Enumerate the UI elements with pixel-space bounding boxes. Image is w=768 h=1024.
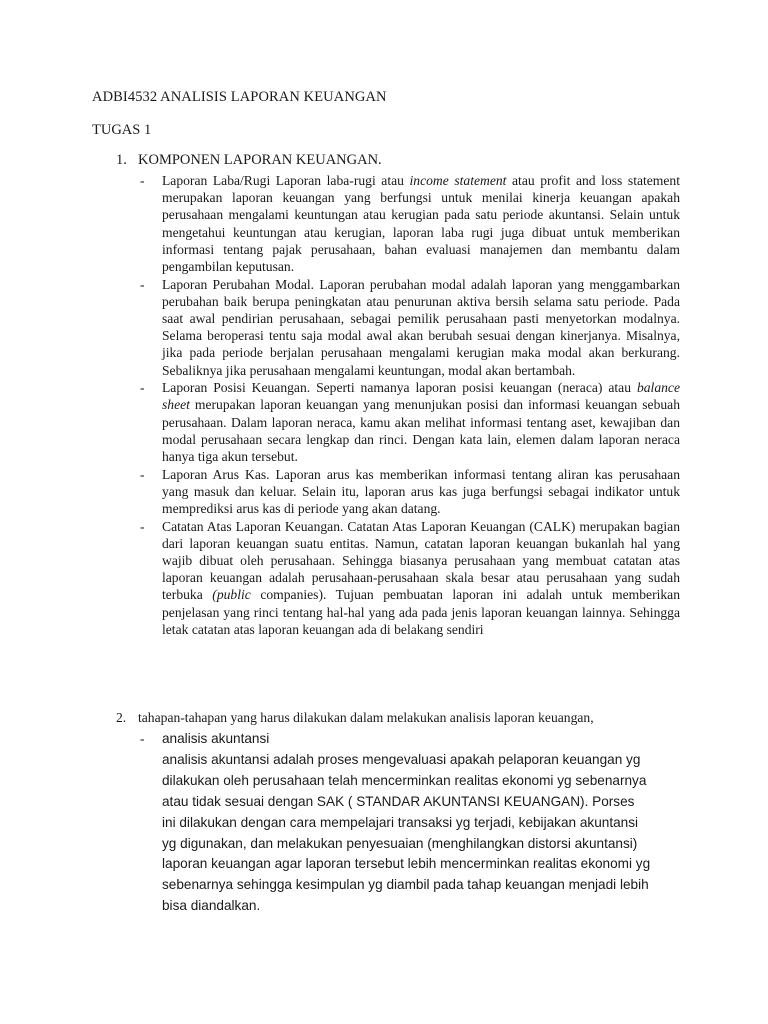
- paragraph-line: atau tidak sesuai dengan SAK ( STANDAR AKUNTANSI KEUANGAN). Porses: [162, 793, 635, 809]
- item-emphasis: income statement: [409, 173, 507, 188]
- list-item-posisi-keuangan: [140, 379, 680, 465]
- section-1-list: [140, 172, 680, 638]
- paragraph-line: sebenarnya sehingga kesimpulan yg diambil pada tahap keuangan menjadi lebih: [162, 877, 649, 893]
- list-item-calk: [140, 518, 680, 638]
- bullet-dash: -: [140, 518, 145, 534]
- item-text-cont: atau profit and loss statement merupakan laporan keuangan yang berfungsi untuk menilai kinerja keuangan apakah perusahaan mengalami keuntungan atau kerugian pada satu periode akuntansi. Selain untuk mengetahui keuntungan atau kerugian, laporan laba rugi juga dibuat untuk memberikan informasi tentang pajak perusahaan, bahan evaluasi manajemen dan membantu dalam pengambilan keputusan.: [162, 173, 680, 275]
- paragraph-line: ini dilakukan dengan cara mempelajari transaksi yg terjadi, kebijakan akuntansi: [162, 814, 639, 830]
- list-item-perubahan-modal: [140, 276, 680, 379]
- item-emphasis: (public: [212, 587, 251, 603]
- item-text: Laporan Perubahan Modal. Laporan perubahan modal adalah laporan yang menggambarkan perubahan baik berupa peningkatan atau penurunan aktiva bersih selama satu periode. Pada saat awal pendirian perusahaan, sebagai pemilik perusahaan pasti menyetorkan modalnya. Selama beroperasi tentu saja modal awal akan berubah sesuai dengan kinerjanya. Misalnya, jika pada periode berjalan perusahaan mengalami kerugian maka modal akan berkurang. Sebaliknya jika perusahaan mengalami keuntungan, modal akan bertambah.: [162, 276, 680, 378]
- item-text: Laporan Laba/Rugi Laporan laba-rugi atau: [162, 173, 410, 188]
- paragraph-line: analisis akuntansi adalah proses mengevaluasi apakah pelaporan keuangan yg: [162, 751, 641, 767]
- section-2-sublist: [140, 729, 660, 917]
- item-text: Catatan Atas Laporan Keuangan. Catatan Atas Laporan Keuangan (CALK) merupakan bagian dari laporan keuangan suatu entitas. Namun, catatan laporan keuangan bukanlah hal yang wajib dibuat oleh perusahaan. Sehingga biasanya perusahaan yang membuat catatan atas laporan keuangan adalah perusahaan-perusahaan skala besar atau perusahaan yang sudah terbuka: [162, 518, 680, 603]
- section-1-title: KOMPONEN LAPORAN KEUANGAN.: [138, 152, 382, 168]
- document-title: ADBI4532 ANALISIS LAPORAN KEUANGAN: [92, 89, 387, 105]
- paragraph-line: yg digunakan, dan melakukan penyesuaian (menghilangkan distorsi akuntansi): [162, 835, 638, 851]
- bullet-dash: -: [140, 173, 145, 188]
- paragraph-line: laporan keuangan agar laporan tersebut lebih mencerminkan realitas ekonomi yg: [162, 856, 651, 872]
- section-1-number: 1.: [116, 152, 127, 168]
- sub-heading: analisis akuntansi: [162, 731, 270, 746]
- bullet-dash: -: [140, 731, 145, 746]
- bullet-dash: -: [140, 276, 145, 292]
- item-text: Laporan Arus Kas. Laporan arus kas memberikan informasi tentang aliran kas perusahaan yang masuk dan keluar. Selain itu, laporan arus kas juga berfungsi sebagai indikator untuk memprediksi arus kas di periode yang akan datang.: [162, 466, 680, 517]
- sub-paragraph: [140, 750, 660, 917]
- bullet-dash: -: [140, 466, 145, 482]
- item-text-cont: companies). Tujuan pembuatan laporan ini adalah untuk memberikan penjelasan yang rinci tentang hal-hal yang ada pada jenis laporan keuangan lainnya. Sehingga letak catatan atas laporan keuangan ada di belakang sendiri: [162, 587, 680, 637]
- list-item-laba-rugi: [140, 172, 680, 275]
- bullet-dash: -: [140, 380, 145, 396]
- item-text-cont: merupakan laporan keuangan yang menunjukan posisi dan informasi keuangan sebuah perusahaan. Dalam laporan neraca, kamu akan melihat informasi tentang aset, kewajiban dan modal perusahaan secara lengkap dan rinci. Dengan kata lain, elemen dalam laporan neraca hanya tiga akun tersebut.: [162, 397, 680, 465]
- list-item-arus-kas: [140, 466, 680, 518]
- task-label: TUGAS 1: [92, 122, 152, 138]
- paragraph-line: bisa diandalkan.: [162, 898, 261, 914]
- paragraph-line: dilakukan oleh perusahaan telah mencerminkan realitas ekonomi yg sebenarnya: [162, 772, 647, 788]
- section-2-number: 2.: [116, 710, 127, 725]
- section-2-title: tahapan-tahapan yang harus dilakukan dalam melakukan analisis laporan keuangan,: [138, 710, 594, 725]
- item-emphasis: balance sheet: [162, 380, 680, 413]
- item-text: Laporan Posisi Keuangan. Seperti namanya laporan posisi keuangan (neraca) atau: [162, 380, 637, 396]
